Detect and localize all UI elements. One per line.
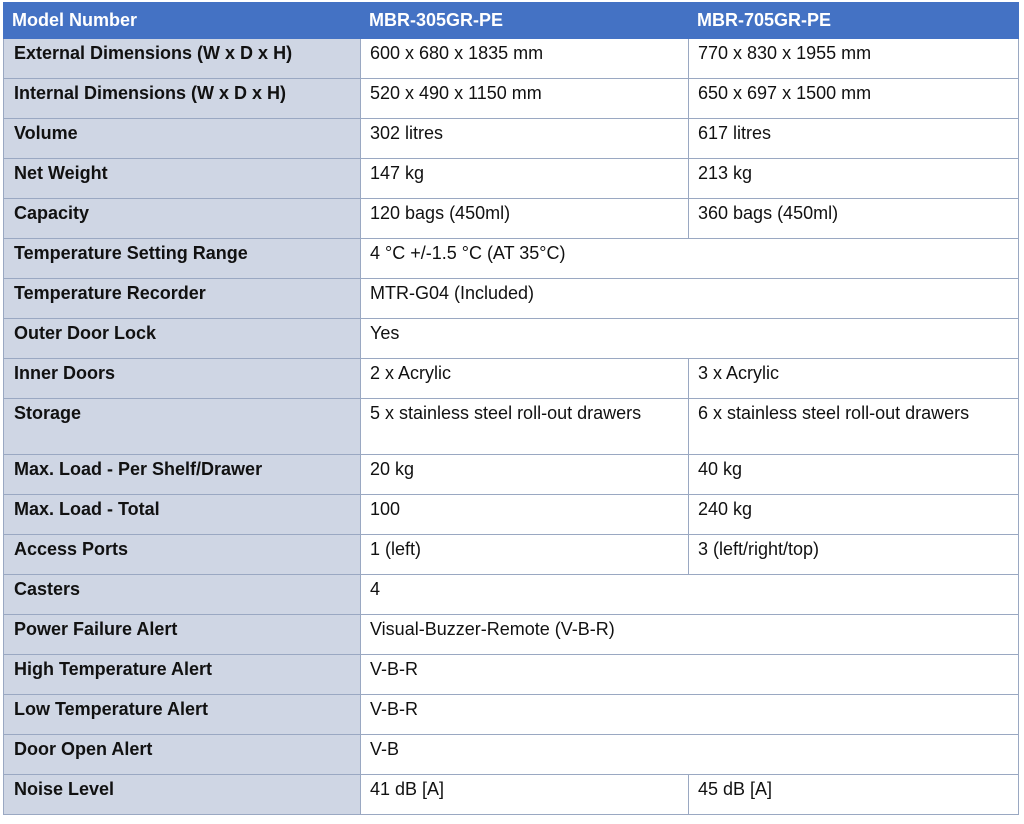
row-value-305: 147 kg xyxy=(361,159,689,199)
row-value-305: 520 x 490 x 1150 mm xyxy=(361,79,689,119)
row-label: Internal Dimensions (W x D x H) xyxy=(4,79,361,119)
table-row xyxy=(4,615,1019,655)
table-row xyxy=(4,199,1019,239)
table-row xyxy=(4,279,1019,319)
row-label: Temperature Setting Range xyxy=(4,239,361,279)
row-value-shared: Yes xyxy=(361,319,1019,359)
header-model-705: MBR-705GR-PE xyxy=(689,3,1019,39)
table-body xyxy=(4,39,1019,815)
row-value-305: 20 kg xyxy=(361,455,689,495)
row-label: Temperature Recorder xyxy=(4,279,361,319)
row-value-705: 40 kg xyxy=(689,455,1019,495)
row-value-shared: V-B xyxy=(361,735,1019,775)
row-value-shared: MTR-G04 (Included) xyxy=(361,279,1019,319)
row-label: Outer Door Lock xyxy=(4,319,361,359)
row-value-305: 600 x 680 x 1835 mm xyxy=(361,39,689,79)
table-row xyxy=(4,735,1019,775)
row-label: Net Weight xyxy=(4,159,361,199)
row-value-305: 100 xyxy=(361,495,689,535)
row-value-shared: 4 °C +/-1.5 °C (AT 35°C) xyxy=(361,239,1019,279)
row-value-705: 45 dB [A] xyxy=(689,775,1019,815)
table-header xyxy=(4,3,1019,39)
row-value-305: 1 (left) xyxy=(361,535,689,575)
row-value-shared: 4 xyxy=(361,575,1019,615)
row-value-shared: Visual-Buzzer-Remote (V-B-R) xyxy=(361,615,1019,655)
row-label: Max. Load - Per Shelf/Drawer xyxy=(4,455,361,495)
row-value-705: 3 (left/right/top) xyxy=(689,535,1019,575)
row-value-705: 650 x 697 x 1500 mm xyxy=(689,79,1019,119)
header-model-number: Model Number xyxy=(4,3,361,39)
row-value-305: 2 x Acrylic xyxy=(361,359,689,399)
table-row xyxy=(4,239,1019,279)
table-row xyxy=(4,535,1019,575)
table-row xyxy=(4,575,1019,615)
table-row xyxy=(4,399,1019,455)
table-row xyxy=(4,119,1019,159)
row-label: Storage xyxy=(4,399,361,455)
spec-table xyxy=(3,2,1019,815)
row-value-shared: V-B-R xyxy=(361,695,1019,735)
row-value-705: 3 x Acrylic xyxy=(689,359,1019,399)
table-row xyxy=(4,775,1019,815)
row-value-305: 41 dB [A] xyxy=(361,775,689,815)
table-row xyxy=(4,495,1019,535)
table-row xyxy=(4,655,1019,695)
row-label: Low Temperature Alert xyxy=(4,695,361,735)
row-label: Casters xyxy=(4,575,361,615)
row-value-705: 213 kg xyxy=(689,159,1019,199)
row-label: External Dimensions (W x D x H) xyxy=(4,39,361,79)
table-row xyxy=(4,319,1019,359)
row-label: Volume xyxy=(4,119,361,159)
header-row xyxy=(4,3,1019,39)
header-model-305: MBR-305GR-PE xyxy=(361,3,689,39)
row-value-705: 617 litres xyxy=(689,119,1019,159)
row-value-705: 360 bags (450ml) xyxy=(689,199,1019,239)
row-label: Door Open Alert xyxy=(4,735,361,775)
table-row xyxy=(4,359,1019,399)
row-label: Power Failure Alert xyxy=(4,615,361,655)
row-value-305: 120 bags (450ml) xyxy=(361,199,689,239)
table-row xyxy=(4,39,1019,79)
table-row xyxy=(4,79,1019,119)
row-label: High Temperature Alert xyxy=(4,655,361,695)
row-value-305: 302 litres xyxy=(361,119,689,159)
table-row xyxy=(4,159,1019,199)
row-value-705: 6 x stainless steel roll-out drawers xyxy=(689,399,1019,455)
row-value-705: 770 x 830 x 1955 mm xyxy=(689,39,1019,79)
row-label: Max. Load - Total xyxy=(4,495,361,535)
row-label: Inner Doors xyxy=(4,359,361,399)
table-row xyxy=(4,455,1019,495)
row-value-305: 5 x stainless steel roll-out drawers xyxy=(361,399,689,455)
row-label: Capacity xyxy=(4,199,361,239)
row-value-705: 240 kg xyxy=(689,495,1019,535)
row-value-shared: V-B-R xyxy=(361,655,1019,695)
row-label: Noise Level xyxy=(4,775,361,815)
row-label: Access Ports xyxy=(4,535,361,575)
table-row xyxy=(4,695,1019,735)
